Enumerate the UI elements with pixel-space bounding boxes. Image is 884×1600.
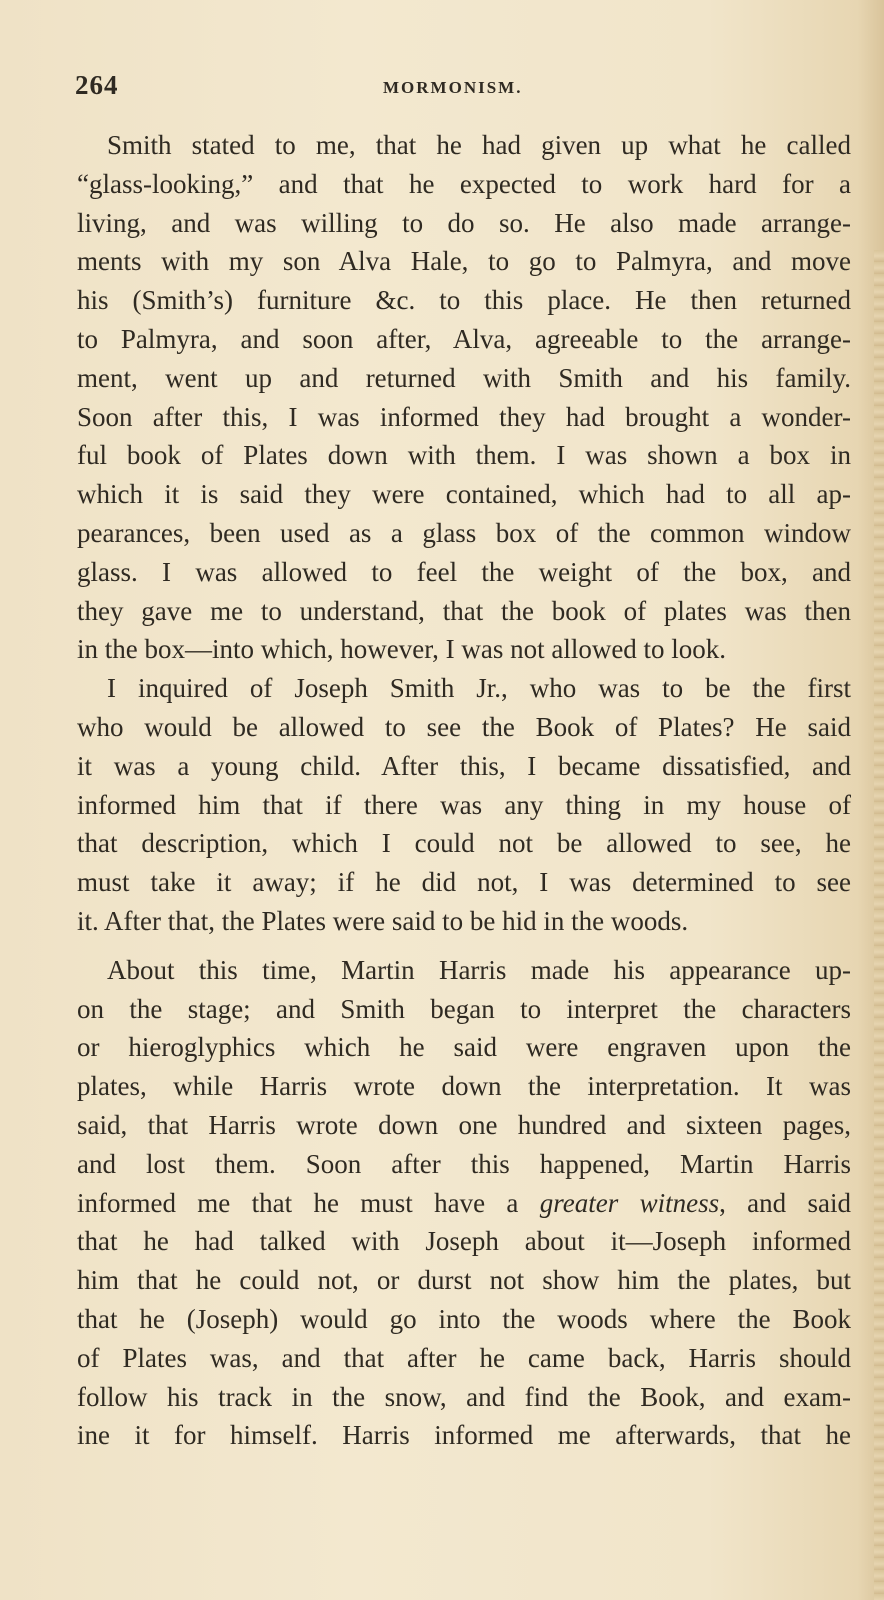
text-line-italic [77,1184,851,1223]
text-line: and lost them. Soon after this happened, Martin Harris [77,1148,851,1179]
text-line: in the box—into which, however, I was not allowed to look. [77,634,727,665]
text-line: on the stage; and Smith began to interpret the characters [77,993,851,1024]
page-edge-shadow [874,250,884,1600]
text-line: must take it away; if he did not, I was determined to see [77,867,851,898]
text-line: ful book of Plates down with them. I was shown a box in [77,440,851,471]
running-head: MORMONISM. [383,78,523,97]
text-line: About this time, Martin Harris made his appearance up- [107,954,851,985]
text-line: it. After that, the Plates were said to be hid in the woods. [77,905,689,936]
text-line: his (Smith’s) furniture &c. to this place. He then returned [77,285,851,316]
text-line: glass. I was allowed to feel the weight of the box, and [77,556,851,587]
text-line: “glass-looking,” and that he expected to work hard for a [77,168,851,199]
text-line: informed him that if there was any thing in my house of [77,789,851,820]
page-header [75,70,845,110]
text-line: that he (Joseph) would go into the woods where the Book [77,1303,851,1334]
text-line: it was a young child. After this, I became dissatisfied, and [77,750,851,781]
text-line: follow his track in the snow, and find the Book, and exam- [77,1381,851,1412]
text-line: Smith stated to me, that he had given up what he called [107,130,851,160]
text-segment: informed me that he must have a [77,1187,540,1218]
text-segment: , and said [719,1187,851,1218]
text-line: or hieroglyphics which he said were engraven upon the [77,1032,851,1063]
text-line: ment, went up and returned with Smith and his family. [77,362,851,393]
page-number: 264 [75,70,119,100]
italic-emphasis: greater witness [539,1187,720,1218]
text-line: to Palmyra, and soon after, Alva, agreeable to the arrange- [77,323,851,354]
text-line: ine it for himself. Harris informed me afterwards, that he [77,1420,851,1451]
text-line: who would be allowed to see the Book of Plates? He said [77,711,851,742]
text-line: that description, which I could not be allowed to see, he [77,828,851,859]
text-line: said, that Harris wrote down one hundred and sixteen pages, [77,1109,851,1140]
text-line: which it is said they were contained, which had to all ap- [77,479,851,510]
text-line: living, and was willing to do so. He also made arrange- [77,207,851,238]
text-line: pearances, been used as a glass box of the common window [77,517,851,548]
text-line: I inquired of Joseph Smith Jr., who was to be the first [107,673,851,704]
text-line: they gave me to understand, that the book of plates was then [77,595,851,626]
text-line: Soon after this, I was informed they had brought a wonder- [77,401,851,432]
text-line: that he had talked with Joseph about it—Joseph informed [77,1226,851,1257]
text-line: him that he could not, or durst not show him the plates, but [77,1265,851,1296]
text-line: ments with my son Alva Hale, to go to Palmyra, and move [77,246,851,277]
text-line: of Plates was, and that after he came back, Harris should [77,1342,851,1373]
body-text [77,126,851,1455]
text-line: plates, while Harris wrote down the interpretation. It was [77,1071,851,1102]
